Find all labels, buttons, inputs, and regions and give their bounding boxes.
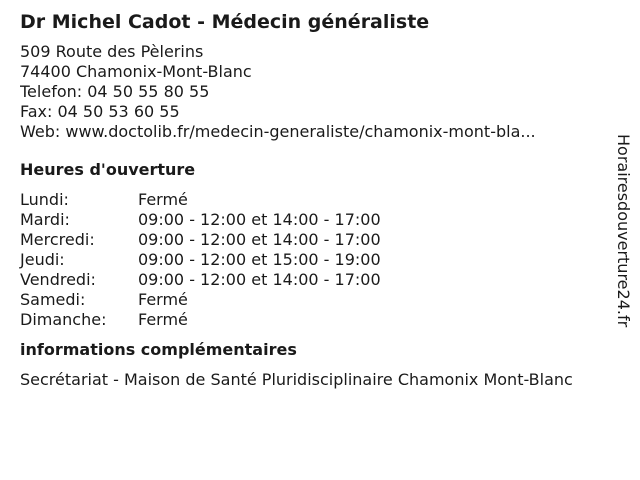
- day-hours: Fermé: [138, 190, 188, 209]
- business-listing: [20, 10, 610, 390]
- day-hours: 09:00 - 12:00 et 14:00 - 17:00: [138, 270, 381, 289]
- day-label: Vendredi:: [20, 270, 96, 289]
- day-label: Lundi:: [20, 190, 69, 209]
- additional-info-text: Secrétariat - Maison de Santé Pluridisciplinaire Chamonix Mont-Blanc: [20, 370, 573, 389]
- day-hours: 09:00 - 12:00 et 14:00 - 17:00: [138, 210, 381, 229]
- additional-info-heading: informations complémentaires: [20, 340, 297, 359]
- page-title: Dr Michel Cadot - Médecin généraliste: [20, 11, 430, 33]
- hours-row-wednesday: [20, 230, 610, 250]
- hours-row-saturday: [20, 290, 610, 310]
- hours-row-friday: [20, 270, 610, 290]
- day-label: Mardi:: [20, 210, 70, 229]
- website-link: Web: www.doctolib.fr/medecin-generaliste/chamonix-mont-bla...: [20, 122, 536, 141]
- hours-row-tuesday: [20, 210, 610, 230]
- opening-hours-table: [20, 190, 610, 330]
- hours-row-monday: [20, 190, 610, 210]
- day-hours: Fermé: [138, 310, 188, 329]
- contact-block: [20, 42, 610, 142]
- city-address: 74400 Chamonix-Mont-Blanc: [20, 62, 252, 81]
- day-hours: 09:00 - 12:00 et 15:00 - 19:00: [138, 250, 381, 269]
- hours-row-sunday: [20, 310, 610, 330]
- site-watermark: Horairesdouverture24.fr: [614, 134, 633, 328]
- fax-number: Fax: 04 50 53 60 55: [20, 102, 180, 121]
- day-label: Jeudi:: [20, 250, 65, 269]
- day-label: Dimanche:: [20, 310, 107, 329]
- hours-row-thursday: [20, 250, 610, 270]
- phone-number: Telefon: 04 50 55 80 55: [20, 82, 210, 101]
- opening-hours-heading: Heures d'ouverture: [20, 160, 196, 179]
- street-address: 509 Route des Pèlerins: [20, 42, 204, 61]
- day-label: Mercredi:: [20, 230, 95, 249]
- day-hours: 09:00 - 12:00 et 14:00 - 17:00: [138, 230, 381, 249]
- day-hours: Fermé: [138, 290, 188, 309]
- day-label: Samedi:: [20, 290, 86, 309]
